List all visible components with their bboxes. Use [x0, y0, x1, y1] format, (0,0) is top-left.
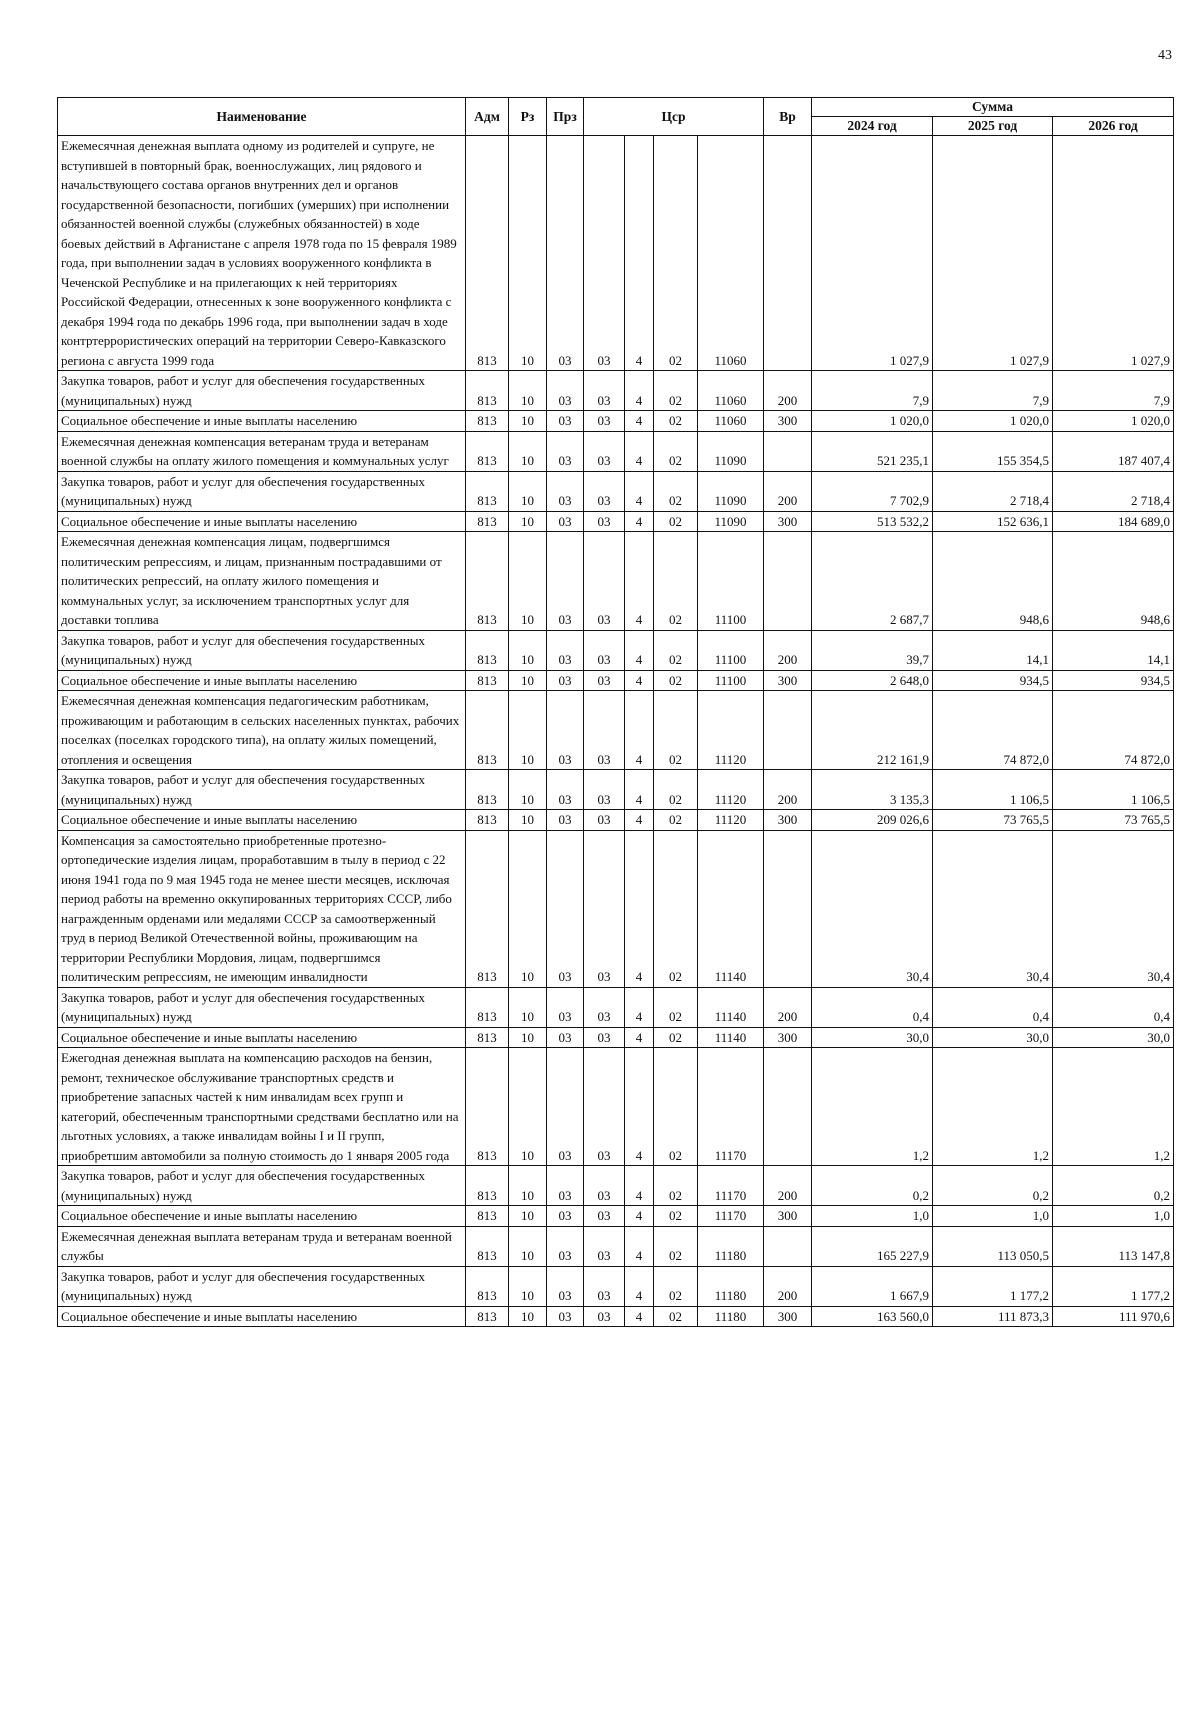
cell-csr-4: 11180 [698, 1306, 764, 1327]
cell-adm: 813 [466, 511, 509, 532]
table-row-main [58, 431, 1174, 471]
cell-sum-2025: 152 636,1 [933, 511, 1053, 532]
table-row-sub [58, 511, 1174, 532]
cell-adm: 813 [466, 1226, 509, 1266]
cell-sum-2025: 2 718,4 [933, 471, 1053, 511]
cell-csr-1: 03 [584, 532, 625, 631]
cell-csr-3: 02 [654, 1027, 698, 1048]
cell-prz: 03 [547, 1027, 584, 1048]
cell-csr-2: 4 [625, 136, 654, 371]
cell-csr-1: 03 [584, 1306, 625, 1327]
cell-sum-2026: 14,1 [1053, 630, 1174, 670]
header-year-2025: 2025 год [933, 117, 1053, 136]
table-row-main [58, 830, 1174, 987]
cell-csr-3: 02 [654, 987, 698, 1027]
cell-csr-3: 02 [654, 532, 698, 631]
cell-rz: 10 [509, 1048, 547, 1166]
cell-sum-2026: 1,0 [1053, 1206, 1174, 1227]
table-row-main [58, 1226, 1174, 1266]
cell-vr: 300 [764, 810, 812, 831]
cell-prz: 03 [547, 511, 584, 532]
cell-csr-3: 02 [654, 810, 698, 831]
header-name: Наименование [58, 98, 466, 136]
header-csr: Цср [584, 98, 764, 136]
cell-csr-1: 03 [584, 830, 625, 987]
cell-adm: 813 [466, 670, 509, 691]
cell-csr-3: 02 [654, 1166, 698, 1206]
table-row-main [58, 532, 1174, 631]
cell-sum-2025: 1,0 [933, 1206, 1053, 1227]
cell-sum-2025: 74 872,0 [933, 691, 1053, 770]
cell-vr [764, 691, 812, 770]
cell-sum-2024: 1 027,9 [812, 136, 933, 371]
cell-csr-3: 02 [654, 691, 698, 770]
cell-csr-4: 11060 [698, 136, 764, 371]
cell-adm: 813 [466, 431, 509, 471]
cell-csr-2: 4 [625, 1048, 654, 1166]
cell-csr-3: 02 [654, 1226, 698, 1266]
header-year-2026: 2026 год [1053, 117, 1174, 136]
cell-sum-2025: 113 050,5 [933, 1226, 1053, 1266]
cell-csr-1: 03 [584, 371, 625, 411]
table-row-sub [58, 1166, 1174, 1206]
cell-csr-2: 4 [625, 987, 654, 1027]
cell-sum-2025: 155 354,5 [933, 431, 1053, 471]
cell-sum-2025: 14,1 [933, 630, 1053, 670]
cell-sum-2026: 187 407,4 [1053, 431, 1174, 471]
cell-csr-3: 02 [654, 830, 698, 987]
cell-csr-3: 02 [654, 371, 698, 411]
cell-rz: 10 [509, 471, 547, 511]
cell-sum-2025: 934,5 [933, 670, 1053, 691]
cell-sum-2026: 1 027,9 [1053, 136, 1174, 371]
cell-rz: 10 [509, 770, 547, 810]
cell-rz: 10 [509, 136, 547, 371]
cell-sum-2024: 1,2 [812, 1048, 933, 1166]
cell-rz: 10 [509, 810, 547, 831]
cell-csr-2: 4 [625, 810, 654, 831]
cell-sum-2024: 163 560,0 [812, 1306, 933, 1327]
table-row-sub [58, 471, 1174, 511]
cell-csr-4: 11170 [698, 1166, 764, 1206]
cell-csr-1: 03 [584, 1266, 625, 1306]
cell-csr-1: 03 [584, 1166, 625, 1206]
cell-csr-2: 4 [625, 691, 654, 770]
cell-sum-2024: 3 135,3 [812, 770, 933, 810]
cell-sum-2025: 1 027,9 [933, 136, 1053, 371]
cell-csr-1: 03 [584, 1226, 625, 1266]
cell-rz: 10 [509, 630, 547, 670]
cell-csr-1: 03 [584, 431, 625, 471]
cell-csr-2: 4 [625, 431, 654, 471]
cell-sum-2026: 1,2 [1053, 1048, 1174, 1166]
cell-csr-1: 03 [584, 691, 625, 770]
cell-prz: 03 [547, 1166, 584, 1206]
cell-name: Закупка товаров, работ и услуг для обеспечения государственных (муниципальных) нужд [58, 630, 466, 670]
header-year-2024: 2024 год [812, 117, 933, 136]
cell-rz: 10 [509, 1226, 547, 1266]
table-row-sub [58, 987, 1174, 1027]
cell-name: Закупка товаров, работ и услуг для обеспечения государственных (муниципальных) нужд [58, 770, 466, 810]
cell-rz: 10 [509, 1027, 547, 1048]
cell-adm: 813 [466, 136, 509, 371]
cell-rz: 10 [509, 1306, 547, 1327]
cell-sum-2024: 0,2 [812, 1166, 933, 1206]
cell-adm: 813 [466, 1206, 509, 1227]
cell-sum-2026: 184 689,0 [1053, 511, 1174, 532]
cell-adm: 813 [466, 810, 509, 831]
cell-sum-2025: 0,2 [933, 1166, 1053, 1206]
cell-name: Социальное обеспечение и иные выплаты населению [58, 411, 466, 432]
cell-csr-4: 11170 [698, 1048, 764, 1166]
cell-csr-4: 11140 [698, 830, 764, 987]
cell-vr: 200 [764, 371, 812, 411]
cell-rz: 10 [509, 987, 547, 1027]
header-adm: Адм [466, 98, 509, 136]
cell-csr-2: 4 [625, 1266, 654, 1306]
cell-csr-4: 11120 [698, 770, 764, 810]
cell-prz: 03 [547, 1048, 584, 1166]
cell-prz: 03 [547, 770, 584, 810]
cell-csr-3: 02 [654, 511, 698, 532]
cell-adm: 813 [466, 987, 509, 1027]
cell-vr: 300 [764, 511, 812, 532]
cell-rz: 10 [509, 1166, 547, 1206]
cell-csr-1: 03 [584, 987, 625, 1027]
cell-rz: 10 [509, 511, 547, 532]
cell-vr [764, 1226, 812, 1266]
cell-prz: 03 [547, 1206, 584, 1227]
cell-adm: 813 [466, 691, 509, 770]
cell-csr-4: 11120 [698, 810, 764, 831]
cell-csr-4: 11170 [698, 1206, 764, 1227]
cell-sum-2025: 1 020,0 [933, 411, 1053, 432]
cell-csr-4: 11100 [698, 670, 764, 691]
cell-csr-4: 11180 [698, 1226, 764, 1266]
cell-sum-2024: 2 648,0 [812, 670, 933, 691]
cell-csr-4: 11090 [698, 471, 764, 511]
cell-csr-3: 02 [654, 670, 698, 691]
cell-csr-4: 11120 [698, 691, 764, 770]
cell-name: Ежемесячная денежная компенсация ветеранам труда и ветеранам военной службы на оплату жилого помещения и коммунальных услуг [58, 431, 466, 471]
cell-sum-2025: 1 177,2 [933, 1266, 1053, 1306]
cell-csr-2: 4 [625, 1206, 654, 1227]
cell-prz: 03 [547, 670, 584, 691]
cell-csr-1: 03 [584, 1027, 625, 1048]
cell-csr-4: 11140 [698, 987, 764, 1027]
table-row-main [58, 1048, 1174, 1166]
cell-sum-2025: 948,6 [933, 532, 1053, 631]
cell-name: Закупка товаров, работ и услуг для обеспечения государственных (муниципальных) нужд [58, 371, 466, 411]
cell-csr-4: 11140 [698, 1027, 764, 1048]
cell-csr-2: 4 [625, 1306, 654, 1327]
cell-csr-3: 02 [654, 411, 698, 432]
cell-vr [764, 431, 812, 471]
cell-sum-2025: 73 765,5 [933, 810, 1053, 831]
table-row-sub [58, 1306, 1174, 1327]
cell-csr-2: 4 [625, 511, 654, 532]
cell-sum-2024: 0,4 [812, 987, 933, 1027]
cell-sum-2025: 30,4 [933, 830, 1053, 987]
cell-sum-2024: 209 026,6 [812, 810, 933, 831]
table-body [58, 136, 1174, 1327]
cell-adm: 813 [466, 1048, 509, 1166]
cell-rz: 10 [509, 371, 547, 411]
cell-name: Ежемесячная денежная выплата одному из родителей и супруге, не вступившей в повторный брак, военнослужащих, лиц рядового и начальствующего состава органов внутренних дел и органов государственной безопасности, погибших (умерших) при исполнении обязанностей военной службы (служебных обязанностей) в ходе боевых действий в Афганистане с апреля 1978 года по 15 февраля 1989 года, при выполнении задач в условиях вооруженного конфликта в Чеченской Республике и на прилегающих к ней территориях Российской Федерации, отнесенных к зоне вооруженного конфликта с декабря 1994 года по декабрь 1996 года, при выполнении задач в ходе контртеррористических операций на территории Северо-Кавказского региона с августа 1999 года [58, 136, 466, 371]
cell-vr: 200 [764, 987, 812, 1027]
cell-vr: 300 [764, 411, 812, 432]
cell-rz: 10 [509, 411, 547, 432]
cell-adm: 813 [466, 532, 509, 631]
cell-name: Социальное обеспечение и иные выплаты населению [58, 511, 466, 532]
cell-adm: 813 [466, 371, 509, 411]
cell-adm: 813 [466, 1027, 509, 1048]
cell-sum-2026: 1 106,5 [1053, 770, 1174, 810]
table-row-sub [58, 810, 1174, 831]
cell-adm: 813 [466, 471, 509, 511]
cell-csr-2: 4 [625, 471, 654, 511]
cell-csr-3: 02 [654, 431, 698, 471]
cell-csr-2: 4 [625, 1226, 654, 1266]
cell-csr-2: 4 [625, 830, 654, 987]
table-row-sub [58, 1027, 1174, 1048]
cell-sum-2026: 113 147,8 [1053, 1226, 1174, 1266]
cell-name: Закупка товаров, работ и услуг для обеспечения государственных (муниципальных) нужд [58, 471, 466, 511]
cell-vr: 200 [764, 1166, 812, 1206]
cell-csr-2: 4 [625, 532, 654, 631]
cell-sum-2024: 1 020,0 [812, 411, 933, 432]
cell-prz: 03 [547, 810, 584, 831]
cell-sum-2026: 7,9 [1053, 371, 1174, 411]
cell-rz: 10 [509, 670, 547, 691]
cell-prz: 03 [547, 691, 584, 770]
table-row-sub [58, 371, 1174, 411]
cell-csr-1: 03 [584, 411, 625, 432]
cell-vr: 300 [764, 1027, 812, 1048]
cell-name: Ежемесячная денежная компенсация педагогическим работникам, проживающим и работающим в сельских населенных пунктах, рабочих поселках (поселках городского типа), на оплату жилых помещений, отопления и освещения [58, 691, 466, 770]
cell-sum-2025: 7,9 [933, 371, 1053, 411]
cell-sum-2026: 30,4 [1053, 830, 1174, 987]
cell-vr: 200 [764, 471, 812, 511]
cell-csr-4: 11180 [698, 1266, 764, 1306]
cell-sum-2026: 74 872,0 [1053, 691, 1174, 770]
cell-sum-2025: 1 106,5 [933, 770, 1053, 810]
header-rz: Рз [509, 98, 547, 136]
cell-rz: 10 [509, 532, 547, 631]
cell-csr-3: 02 [654, 630, 698, 670]
page-number: 43 [1158, 48, 1172, 63]
table-row-sub [58, 670, 1174, 691]
cell-csr-1: 03 [584, 1048, 625, 1166]
cell-csr-3: 02 [654, 1306, 698, 1327]
cell-name: Ежемесячная денежная выплата ветеранам труда и ветеранам военной службы [58, 1226, 466, 1266]
cell-sum-2024: 165 227,9 [812, 1226, 933, 1266]
cell-prz: 03 [547, 1266, 584, 1306]
cell-rz: 10 [509, 431, 547, 471]
cell-prz: 03 [547, 630, 584, 670]
table-row-main [58, 691, 1174, 770]
cell-csr-4: 11090 [698, 431, 764, 471]
cell-vr [764, 830, 812, 987]
cell-adm: 813 [466, 830, 509, 987]
cell-csr-1: 03 [584, 670, 625, 691]
cell-sum-2024: 7 702,9 [812, 471, 933, 511]
cell-adm: 813 [466, 411, 509, 432]
cell-sum-2026: 0,4 [1053, 987, 1174, 1027]
cell-prz: 03 [547, 987, 584, 1027]
cell-csr-3: 02 [654, 1266, 698, 1306]
budget-table [57, 97, 1174, 1327]
cell-sum-2025: 30,0 [933, 1027, 1053, 1048]
cell-name: Социальное обеспечение и иные выплаты населению [58, 1027, 466, 1048]
cell-prz: 03 [547, 1226, 584, 1266]
cell-vr [764, 532, 812, 631]
cell-csr-3: 02 [654, 770, 698, 810]
cell-prz: 03 [547, 411, 584, 432]
cell-sum-2025: 1,2 [933, 1048, 1053, 1166]
cell-csr-2: 4 [625, 1166, 654, 1206]
cell-csr-3: 02 [654, 1206, 698, 1227]
cell-sum-2026: 948,6 [1053, 532, 1174, 631]
cell-sum-2024: 39,7 [812, 630, 933, 670]
cell-sum-2024: 513 532,2 [812, 511, 933, 532]
cell-prz: 03 [547, 471, 584, 511]
table-row-sub [58, 1206, 1174, 1227]
cell-sum-2026: 0,2 [1053, 1166, 1174, 1206]
cell-name: Закупка товаров, работ и услуг для обеспечения государственных (муниципальных) нужд [58, 1166, 466, 1206]
cell-csr-1: 03 [584, 511, 625, 532]
cell-sum-2024: 30,4 [812, 830, 933, 987]
cell-csr-4: 11060 [698, 411, 764, 432]
cell-csr-2: 4 [625, 411, 654, 432]
cell-vr: 200 [764, 630, 812, 670]
header-prz: Прз [547, 98, 584, 136]
cell-csr-4: 11100 [698, 532, 764, 631]
cell-vr [764, 1048, 812, 1166]
cell-name: Ежемесячная денежная компенсация лицам, подвергшимся политическим репрессиям, и лицам, признанным пострадавшими от политических репрессий, на оплату жилого помещения и коммунальных услуг, за исключением транспортных услуг для доставки топлива [58, 532, 466, 631]
table-row-sub [58, 630, 1174, 670]
cell-sum-2024: 30,0 [812, 1027, 933, 1048]
cell-vr: 200 [764, 770, 812, 810]
cell-csr-1: 03 [584, 1206, 625, 1227]
cell-name: Компенсация за самостоятельно приобретенные протезно-ортопедические изделия лицам, проработавшим в тылу в период с 22 июня 1941 года по 9 мая 1945 года не менее шести месяцев, исключая период работы на временно оккупированных территориях СССР, либо награжденным орденами или медалями СССР за самоотверженный труд в период Великой Отечественной войны, проживающим на территории Республики Мордовия, лицам, подвергшимся политическим репрессиям, не имеющим инвалидности [58, 830, 466, 987]
cell-sum-2026: 1 177,2 [1053, 1266, 1174, 1306]
cell-name: Ежегодная денежная выплата на компенсацию расходов на бензин, ремонт, техническое обслуживание транспортных средств и приобретение запасных частей к ним инвалидам всех групп и категорий, обеспеченным транспортными средствами бесплатно или на льготных условиях, а также инвалидам войны I и II групп, приобретшим автомобили за полную стоимость до 1 января 2005 года [58, 1048, 466, 1166]
cell-adm: 813 [466, 1266, 509, 1306]
cell-name: Социальное обеспечение и иные выплаты населению [58, 1206, 466, 1227]
cell-prz: 03 [547, 1306, 584, 1327]
cell-csr-1: 03 [584, 136, 625, 371]
cell-csr-1: 03 [584, 471, 625, 511]
cell-csr-1: 03 [584, 770, 625, 810]
cell-name: Социальное обеспечение и иные выплаты населению [58, 810, 466, 831]
cell-sum-2024: 1 667,9 [812, 1266, 933, 1306]
cell-csr-4: 11060 [698, 371, 764, 411]
cell-sum-2025: 111 873,3 [933, 1306, 1053, 1327]
cell-vr [764, 136, 812, 371]
cell-vr: 300 [764, 670, 812, 691]
table-header [58, 98, 1174, 136]
cell-prz: 03 [547, 532, 584, 631]
cell-sum-2026: 2 718,4 [1053, 471, 1174, 511]
cell-prz: 03 [547, 136, 584, 371]
cell-csr-4: 11090 [698, 511, 764, 532]
cell-sum-2026: 934,5 [1053, 670, 1174, 691]
cell-sum-2024: 521 235,1 [812, 431, 933, 471]
cell-csr-3: 02 [654, 471, 698, 511]
cell-sum-2024: 2 687,7 [812, 532, 933, 631]
cell-rz: 10 [509, 691, 547, 770]
cell-csr-3: 02 [654, 1048, 698, 1166]
cell-sum-2024: 1,0 [812, 1206, 933, 1227]
cell-csr-4: 11100 [698, 630, 764, 670]
cell-csr-1: 03 [584, 810, 625, 831]
header-vr: Вр [764, 98, 812, 136]
cell-vr: 300 [764, 1306, 812, 1327]
cell-name: Социальное обеспечение и иные выплаты населению [58, 670, 466, 691]
cell-prz: 03 [547, 830, 584, 987]
cell-rz: 10 [509, 1266, 547, 1306]
cell-csr-2: 4 [625, 630, 654, 670]
cell-csr-2: 4 [625, 770, 654, 810]
cell-name: Социальное обеспечение и иные выплаты населению [58, 1306, 466, 1327]
cell-csr-2: 4 [625, 670, 654, 691]
cell-sum-2026: 1 020,0 [1053, 411, 1174, 432]
cell-adm: 813 [466, 630, 509, 670]
cell-csr-3: 02 [654, 136, 698, 371]
table-row-sub [58, 411, 1174, 432]
table-row-main [58, 136, 1174, 371]
cell-csr-1: 03 [584, 630, 625, 670]
cell-rz: 10 [509, 830, 547, 987]
cell-sum-2024: 7,9 [812, 371, 933, 411]
cell-sum-2026: 111 970,6 [1053, 1306, 1174, 1327]
cell-vr: 300 [764, 1206, 812, 1227]
cell-sum-2026: 73 765,5 [1053, 810, 1174, 831]
cell-vr: 200 [764, 1266, 812, 1306]
cell-rz: 10 [509, 1206, 547, 1227]
table-row-sub [58, 1266, 1174, 1306]
cell-adm: 813 [466, 1306, 509, 1327]
table-row-sub [58, 770, 1174, 810]
cell-name: Закупка товаров, работ и услуг для обеспечения государственных (муниципальных) нужд [58, 1266, 466, 1306]
cell-name: Закупка товаров, работ и услуг для обеспечения государственных (муниципальных) нужд [58, 987, 466, 1027]
cell-csr-2: 4 [625, 1027, 654, 1048]
cell-sum-2024: 212 161,9 [812, 691, 933, 770]
cell-adm: 813 [466, 1166, 509, 1206]
header-sum: Сумма [812, 98, 1174, 117]
cell-sum-2026: 30,0 [1053, 1027, 1174, 1048]
cell-sum-2025: 0,4 [933, 987, 1053, 1027]
cell-csr-2: 4 [625, 371, 654, 411]
cell-adm: 813 [466, 770, 509, 810]
cell-prz: 03 [547, 431, 584, 471]
cell-prz: 03 [547, 371, 584, 411]
